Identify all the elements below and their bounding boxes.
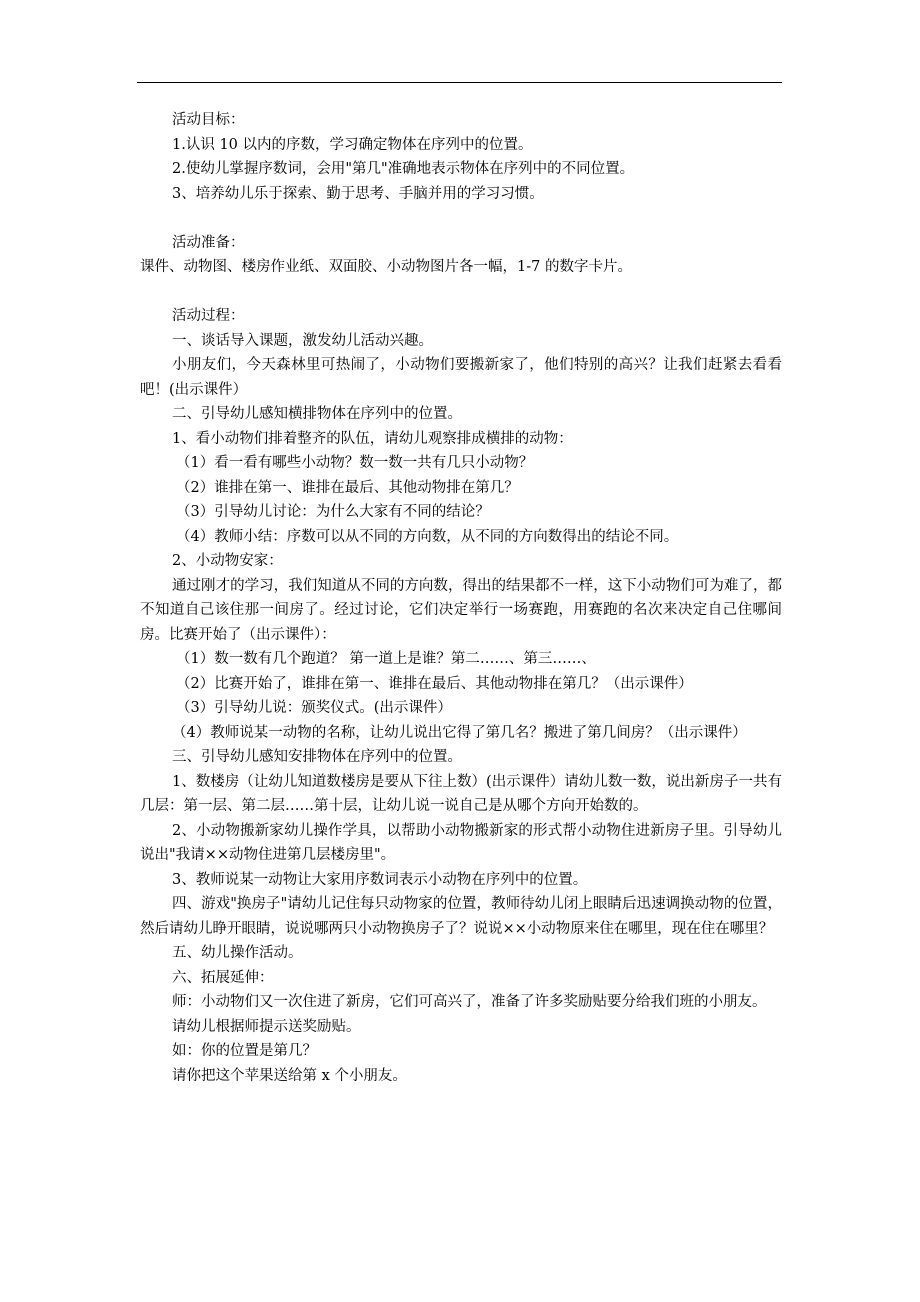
process-p17: 2、小动物搬新家幼儿操作学具，以帮助小动物搬新家的形式帮小动物住进新房子里。引导幼儿说出"我请××动物住进第几层楼房里"。 (140, 822, 782, 863)
prep-text: 课件、动物图、楼房作业纸、双面胶、小动物图片各一幅，1-7 的数字卡片。 (140, 259, 632, 275)
process-p19: 四、游戏"换房子"请幼儿记住每只动物家的位置，教师待幼儿闭上眼睛后迅速调换动物的位置，然后请幼儿睁开眼睛，说说哪两只小动物换房子了？说说××小动物原来住在哪里，现在住在哪里？ (140, 896, 782, 937)
process-p2: 小朋友们，今天森林里可热闹了，小动物们要搬新家了，他们特别的高兴？让我们赶紧去看看吧！(出示课件） (140, 357, 782, 398)
process-p11: （1）数一数有几个跑道？ 第一道上是谁？第二……、第三……、 (176, 651, 596, 667)
process-p4: 1、看小动物们排着整齐的队伍，请幼儿观察排成横排的动物： (172, 430, 573, 447)
spacer (140, 206, 782, 231)
process-p25: 请你把这个苹果送给第 x 个小朋友。 (172, 1067, 407, 1084)
process-p18: 3、教师说某一动物让大家用序数词表示小动物在序列中的位置。 (172, 871, 588, 888)
process-p9: 2、小动物安家： (172, 553, 283, 569)
process-p1: 一、谈话导入课题，激发幼儿活动兴趣。 (172, 332, 433, 349)
process-p13: （3）引导幼儿说：颁奖仪式。(出示课件） (176, 700, 452, 716)
process-p14: （4）教师说某一动物的名称，让幼儿说出它得了第几名？搬进了第几间房？（出示课件） (172, 724, 747, 741)
process-p8: （4）教师小结：序数可以从不同的方向数，从不同的方向数得出的结论不同。 (176, 528, 679, 545)
prep-heading: 活动准备： (172, 234, 245, 251)
document-body (140, 108, 782, 1088)
process-heading: 活动过程： (172, 308, 245, 324)
spacer (140, 280, 782, 305)
header-rule (137, 82, 782, 83)
process-p5: （1）看一看有哪些小动物？数一数一共有几只小动物？ (176, 455, 534, 471)
process-p15: 三、引导幼儿感知安排物体在序列中的位置。 (172, 749, 462, 765)
process-p24: 如：你的位置是第几？ (172, 1043, 317, 1059)
process-p12: （2）比赛开始了，谁排在第一、谁排在最后、其他动物排在第几？（出示课件） (176, 675, 693, 692)
process-p20: 五、幼儿操作活动。 (172, 945, 303, 961)
process-p23: 请幼儿根据师提示送奖励贴。 (172, 1018, 361, 1035)
process-p16: 1、数楼房（让幼儿知道数楼房是要从下往上数）(出示课件）请幼儿数一数，说出新房子一共有几层：第一层、第二层……第十层，让幼儿说一说自己是从哪个方向开始数的。 (140, 773, 782, 814)
goal-item-3: 3、培养幼儿乐于探索、勤于思考、手脑并用的学习习惯。 (172, 185, 544, 202)
process-p3: 二、引导幼儿感知横排物体在序列中的位置。 (172, 406, 462, 422)
process-p7: （3）引导幼儿讨论：为什么大家有不同的结论？ (176, 504, 490, 520)
goal-item-1: 1.认识 10 以内的序数，学习确定物体在序列中的位置。 (172, 136, 533, 153)
goal-item-2: 2.使幼儿掌握序数词，会用"第几"准确地表示物体在序列中的不同位置。 (172, 161, 635, 177)
process-p6: （2）谁排在第一、谁排在最后、其他动物排在第几？ (176, 479, 519, 496)
process-p21: 六、拓展延伸： (172, 969, 274, 986)
process-p22: 师：小动物们又一次住进了新房，它们可高兴了，准备了许多奖励贴要分给我们班的小朋友。 (172, 994, 767, 1010)
goals-heading: 活动目标： (172, 112, 245, 128)
process-p10: 通过刚才的学习，我们知道从不同的方向数，得出的结果都不一样，这下小动物们可为难了，都不知道自己该住那一间房了。经过讨论，它们决定举行一场赛跑，用赛跑的名次来决定自己住哪间房。比赛开始了（出示课件）： (140, 577, 782, 643)
